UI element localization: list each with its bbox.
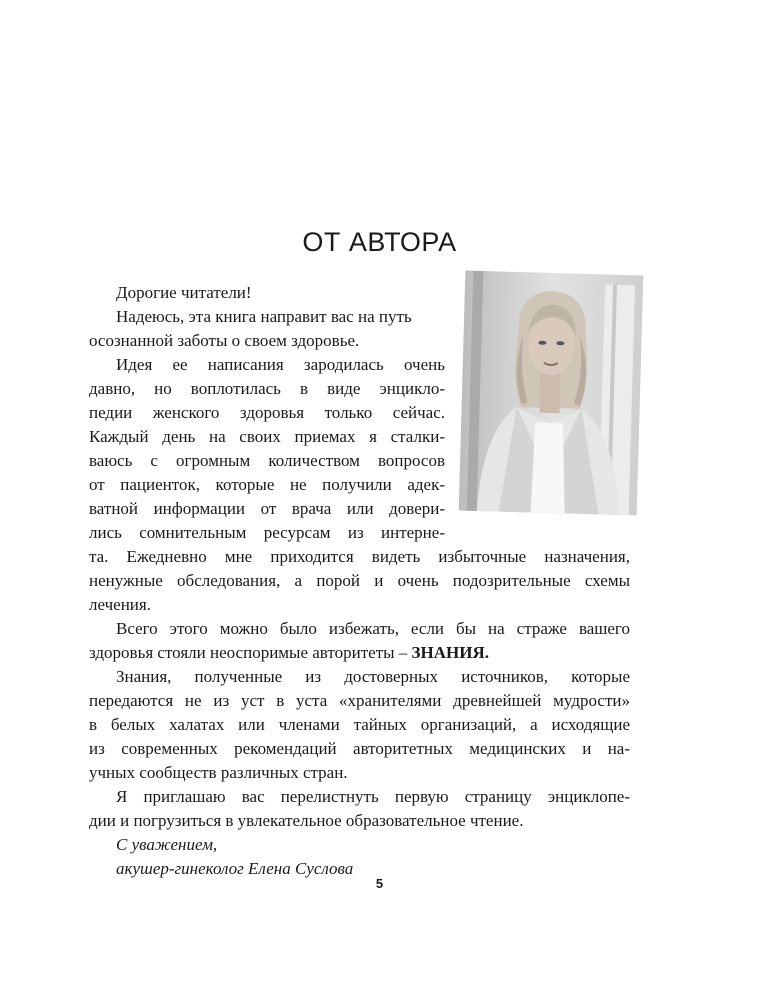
text-line: учных сообществ различных стран. xyxy=(89,763,348,782)
text-line: Каждый день на своих приемах я сталки- xyxy=(89,427,445,446)
text-line: Надеюсь, эта книга направит вас на путь xyxy=(116,307,412,326)
text-line: Идея ее написания зародилась очень xyxy=(116,355,445,374)
text-line: в белых халатах или членами тайных организаций, а исходящие xyxy=(89,715,630,734)
text-line: ватной информации от врача или довери- xyxy=(89,499,445,518)
text-line: от пациенток, которые не получили адек- xyxy=(89,475,445,494)
text-line: передаются не из уст в уста «хранителями древнейшей мудрости» xyxy=(89,691,630,710)
closing-line: С уважением, xyxy=(116,835,218,854)
text-line xyxy=(89,641,630,665)
text-line: Я приглашаю вас перелистнуть первую страницу энциклопе- xyxy=(116,787,630,806)
text-line: Всего этого можно было избежать, если бы на страже вашего xyxy=(116,619,630,638)
text-segment: здоровья стояли неоспоримые авторитеты – xyxy=(89,643,412,662)
greeting-line: Дорогие читатели! xyxy=(116,283,252,302)
text-line: лечения. xyxy=(89,595,151,614)
emphasis-word: ЗНАНИЯ. xyxy=(411,643,489,662)
text-line: из современных рекомендаций авторитетных медицинских и на- xyxy=(89,739,630,758)
page-title: ОТ АВТОРА xyxy=(302,227,457,257)
text-line: та. Ежедневно мне приходится видеть избыточные назначения, xyxy=(89,547,630,566)
text-line: дии и погрузиться в увлекательное образовательное чтение. xyxy=(89,811,524,830)
signature-line: акушер-гинеколог Елена Суслова xyxy=(116,859,354,878)
text-line: педии женского здоровья только сейчас. xyxy=(89,403,445,422)
page-number: 5 xyxy=(375,876,384,891)
text-line: осознанной заботы о своем здоровье. xyxy=(89,331,360,350)
text-line: Знания, полученные из достоверных источников, которые xyxy=(116,667,630,686)
text-line: лись сомнительным ресурсам из интерне- xyxy=(89,523,445,542)
text-line: ненужные обследования, а порой и очень подозрительные схемы xyxy=(89,571,630,590)
text-line: ваюсь с огромным количеством вопросов xyxy=(89,451,445,470)
author-photo xyxy=(459,271,644,516)
text-line: давно, но воплотилась в виде энцикло- xyxy=(89,379,445,398)
